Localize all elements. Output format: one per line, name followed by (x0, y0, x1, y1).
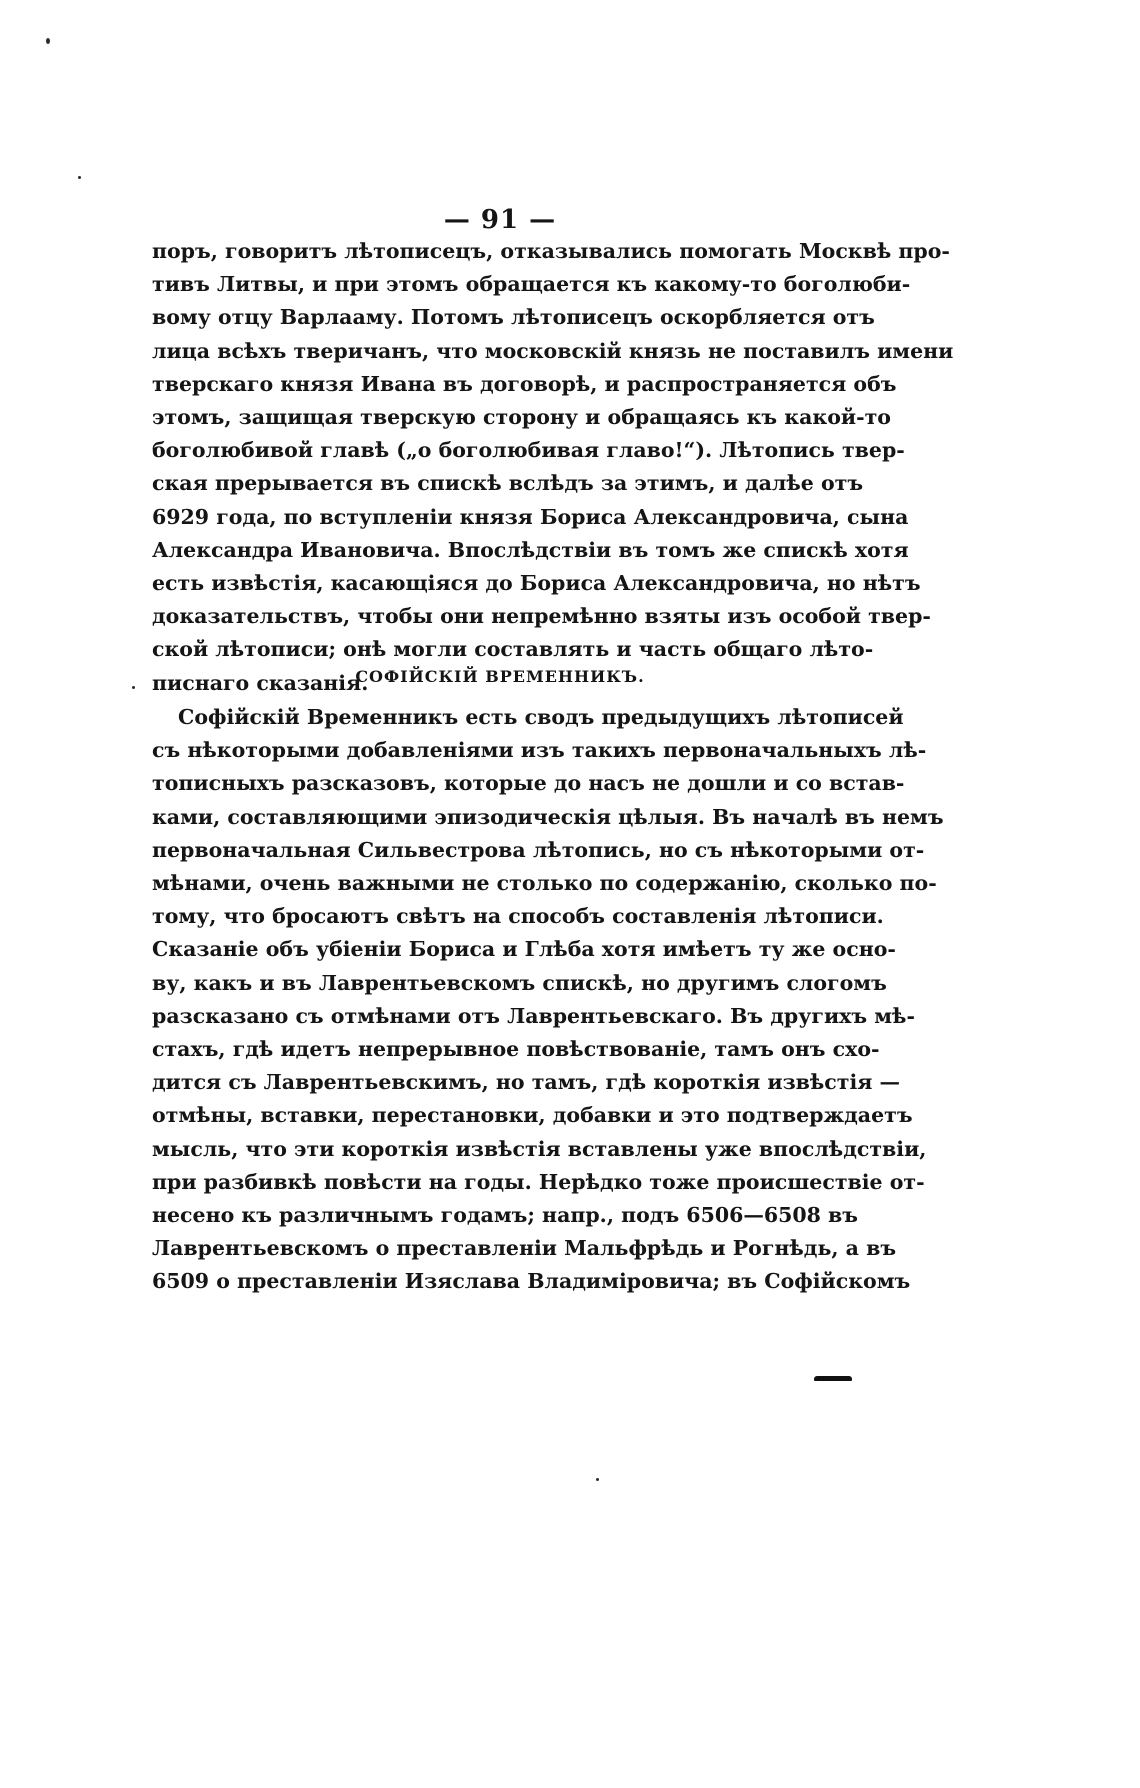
text-line: дится съ Лаврентьевскимъ, но тамъ, гдѣ короткія извѣстія — (152, 1070, 901, 1095)
text-line: Сказаніе объ убіеніи Бориса и Глѣба хотя имѣетъ ту же осно- (152, 937, 896, 962)
text-line: 6929 года, по вступленіи князя Бориса Александровича, сына (152, 504, 909, 529)
text-line: вому отцу Варлааму. Потомъ лѣтописецъ оскорбляется отъ (152, 305, 875, 330)
ink-speck (132, 686, 135, 689)
paragraph-2 (152, 701, 944, 1299)
text-line: ская прерывается въ спискѣ вслѣдъ за этимъ, и далѣе отъ (152, 471, 864, 496)
text-line: боголюбивой главѣ („о боголюбивая главо!“). Лѣтопись твер- (152, 438, 905, 463)
paragraph-1 (152, 235, 954, 700)
text-line: тивъ Литвы, и при этомъ обращается къ какому-то боголюби- (152, 272, 911, 297)
text-line: стахъ, гдѣ идетъ непрерывное повѣствованіе, тамъ онъ схо- (152, 1037, 880, 1062)
ink-dash-mark (814, 1376, 852, 1381)
text-line: Софійскій Временникъ есть сводъ предыдущихъ лѣтописей (178, 705, 904, 729)
text-line: ву, какъ и въ Лаврентьевскомъ спискѣ, но другимъ слогомъ (152, 970, 887, 995)
text-line: ками, составляющими эпизодическія цѣлыя. Въ началѣ въ немъ (152, 804, 944, 829)
text-line: поръ, говоритъ лѣтописецъ, отказывались помогать Москвѣ про- (152, 239, 950, 263)
text-line: разсказано съ отмѣнами отъ Лаврентьевскаго. Въ другихъ мѣ- (152, 1003, 915, 1028)
page-number: — 91 — (443, 205, 557, 235)
text-line: Лаврентьевскомъ о преставленіи Мальфрѣдь и Рогнѣдь, а въ (152, 1236, 897, 1261)
text-line: несено къ различнымъ годамъ; напр., подъ 6506—6508 въ (152, 1203, 859, 1228)
text-line: тверскаго князя Ивана въ договорѣ, и распространяется объ (152, 371, 897, 396)
text-line: мысль, что эти короткія извѣстія вставлены уже впослѣдствіи, (152, 1136, 927, 1161)
text-line: мѣнами, очень важными не столько по содержанію, сколько по- (152, 871, 937, 896)
text-line: этомъ, защищая тверскую сторону и обращаясь къ какой-то (152, 405, 891, 430)
text-line: есть извѣстія, касающіяся до Бориса Александровича, но нѣтъ (152, 571, 921, 596)
text-line: при разбивкѣ повѣсти на годы. Нерѣдко тоже происшествіе от- (152, 1169, 925, 1194)
text-line: первоначальная Сильвестрова лѣтопись, но съ нѣкоторыми от- (152, 837, 925, 862)
ink-speck (596, 1478, 599, 1481)
text-line: 6509 о преставленіи Изяслава Владиміровича; въ Софійскомъ (152, 1269, 911, 1294)
text-line: отмѣны, вставки, перестановки, добавки и это подтверждаетъ (152, 1103, 913, 1128)
ink-speck (46, 38, 50, 44)
text-line: тописныхъ разсказовъ, которые до насъ не дошли и со встав- (152, 771, 905, 796)
text-line: ской лѣтописи; онѣ могли составлять и часть общаго лѣто- (152, 637, 874, 662)
ink-speck (78, 176, 81, 179)
text-line: съ нѣкоторыми добавленіями изъ такихъ первоначальныхъ лѣ- (152, 738, 927, 763)
text-line: доказательствъ, чтобы они непремѣнно взяты изъ особой твер- (152, 604, 931, 629)
text-line: лица всѣхъ тверичанъ, что московскій князь не поставилъ имени (152, 338, 954, 363)
text-line: Александра Ивановича. Впослѣдствіи въ томъ же спискѣ хотя (152, 537, 909, 562)
section-heading: СОФІЙСКІЙ ВРЕМЕННИКЪ. (355, 667, 645, 686)
text-line: писнаго сказанія. (152, 670, 369, 695)
text-line: тому, что бросаютъ свѣтъ на способъ составленія лѣтописи. (152, 904, 884, 929)
